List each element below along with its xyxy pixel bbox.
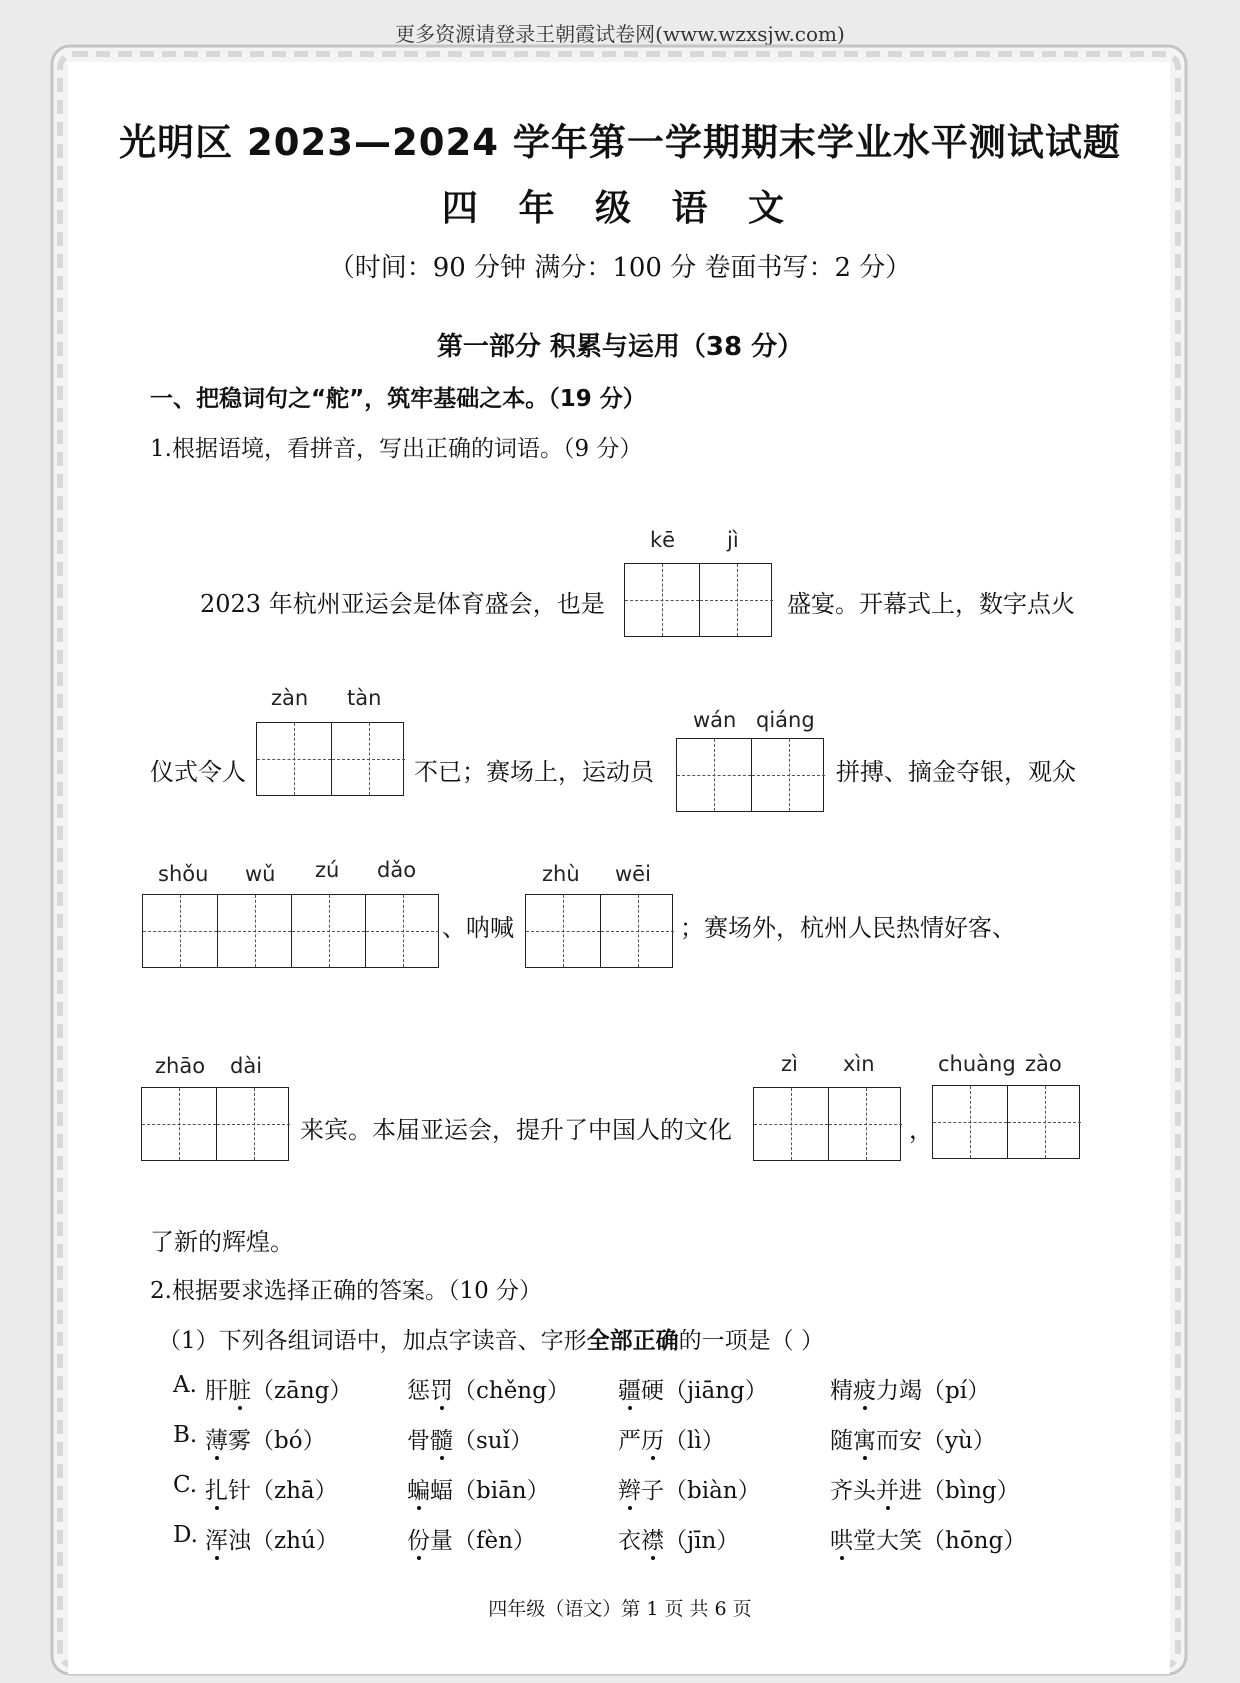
dotted-char: 疲	[853, 1378, 876, 1404]
dotted-char: 疆	[618, 1378, 641, 1404]
passage-text: 了新的辉煌。	[150, 1228, 294, 1256]
option-label[interactable]: A.	[173, 1372, 197, 1398]
dotted-char: 髓	[430, 1428, 453, 1454]
pinyin: shǒu	[158, 862, 209, 886]
pinyin: wǔ	[245, 862, 276, 886]
question-2-prompt: 2.根据要求选择正确的答案。（10 分）	[150, 1278, 543, 1304]
dotted-char: 脏	[228, 1378, 251, 1404]
answer-box-shouwuzudao[interactable]	[142, 894, 439, 968]
dotted-char: 扎	[205, 1478, 228, 1504]
option-label[interactable]: C.	[173, 1472, 198, 1498]
passage-text: 不已；赛场上，运动员	[414, 758, 654, 786]
option-word: 严历（lì）	[618, 1428, 725, 1454]
pinyin: zhù	[542, 862, 580, 886]
option-word: 惩罚（chěng）	[407, 1378, 570, 1404]
answer-box-chuangzao[interactable]	[932, 1085, 1080, 1159]
option-word: 骨髓（suǐ）	[407, 1428, 533, 1454]
passage-text: 盛宴。开幕式上，数字点火	[787, 590, 1075, 618]
pinyin: tàn	[347, 686, 382, 710]
section-heading: 一、把稳词句之“舵”，筑牢基础之本。（19 分）	[150, 386, 646, 412]
pinyin: dǎo	[377, 858, 417, 882]
pinyin: wēi	[615, 862, 651, 886]
dotted-char: 寓	[853, 1428, 876, 1454]
dotted-char: 份	[407, 1528, 430, 1554]
option-word: 疆硬（jiāng）	[618, 1378, 768, 1404]
passage-text: ，	[909, 1116, 933, 1144]
pinyin: zú	[315, 858, 340, 882]
dotted-char: 蝙	[407, 1478, 430, 1504]
pinyin: kē	[650, 528, 676, 552]
answer-box-zhaodai[interactable]	[141, 1087, 289, 1161]
option-word: 辫子（biàn）	[618, 1478, 761, 1504]
pinyin: xìn	[843, 1052, 875, 1076]
grade-subject: 四 年 级 语 文	[441, 188, 799, 229]
option-label[interactable]: D.	[173, 1522, 198, 1548]
option-word: 扎针（zhā）	[205, 1478, 338, 1504]
exam-info: （时间：90 分钟 满分：100 分 卷面书写：2 分）	[328, 253, 912, 283]
pinyin: zào	[1025, 1052, 1062, 1076]
pinyin: dài	[230, 1054, 263, 1078]
dotted-char: 薄	[205, 1428, 228, 1454]
dotted-char: 历	[641, 1428, 664, 1454]
pinyin: zàn	[271, 686, 309, 710]
dotted-char: 辫	[618, 1478, 641, 1504]
option-word: 哄堂大笑（hōng）	[830, 1528, 1027, 1554]
dotted-char: 哄	[830, 1528, 853, 1554]
dotted-char: 罚	[430, 1378, 453, 1404]
pinyin: jì	[727, 528, 739, 552]
option-word: 肝脏（zāng）	[205, 1378, 353, 1404]
pinyin: zì	[781, 1052, 798, 1076]
question-2-1: （1）下列各组词语中，加点字读音、字形全部正确的一项是（ ）	[158, 1328, 824, 1354]
page-footer: 四年级（语文）第 1 页 共 6 页	[488, 1598, 752, 1620]
passage-text: 2023 年杭州亚运会是体育盛会，也是	[200, 590, 605, 618]
passage-text: 拼搏、摘金夺银，观众	[836, 758, 1076, 786]
option-word: 份量（fèn）	[407, 1528, 536, 1554]
pinyin: wán	[693, 708, 737, 732]
option-word: 精疲力竭（pí）	[830, 1378, 991, 1404]
pinyin: zhāo	[155, 1054, 206, 1078]
dotted-char: 浑	[205, 1528, 228, 1554]
passage-text: 来宾。本届亚运会，提升了中国人的文化	[300, 1116, 732, 1144]
passage-text: ；赛场外，杭州人民热情好客、	[680, 914, 1016, 942]
passage-text: 仪式令人	[150, 758, 246, 786]
option-word: 齐头并进（bìng）	[830, 1478, 1020, 1504]
option-word: 薄雾（bó）	[205, 1428, 326, 1454]
dotted-char: 襟	[641, 1528, 664, 1554]
answer-box-zixin[interactable]	[753, 1087, 901, 1161]
part-title: 第一部分 积累与运用（38 分）	[436, 332, 804, 362]
option-word: 衣襟（jīn）	[618, 1528, 740, 1554]
answer-box-zantan[interactable]	[256, 722, 404, 796]
answer-box-keji[interactable]	[624, 563, 772, 637]
option-word: 浑浊（zhú）	[205, 1528, 339, 1554]
answer-box-wanqiang[interactable]	[676, 738, 824, 812]
passage-text: 、呐喊	[442, 914, 514, 942]
answer-box-zhuwei[interactable]	[525, 894, 673, 968]
pinyin: chuàng	[938, 1052, 1016, 1076]
option-label[interactable]: B.	[173, 1422, 198, 1448]
question-1-prompt: 1.根据语境，看拼音，写出正确的词语。（9 分）	[150, 436, 643, 462]
header-note: 更多资源请登录王朝霞试卷网(www.wzxsjw.com)	[395, 22, 845, 46]
dotted-char: 并	[876, 1478, 899, 1504]
pinyin: qiáng	[756, 708, 815, 732]
exam-title: 光明区 2023—2024 学年第一学期期末学业水平测试试题	[119, 121, 1121, 164]
option-word: 蝙蝠（biān）	[407, 1478, 550, 1504]
option-word: 随寓而安（yù）	[830, 1428, 996, 1454]
